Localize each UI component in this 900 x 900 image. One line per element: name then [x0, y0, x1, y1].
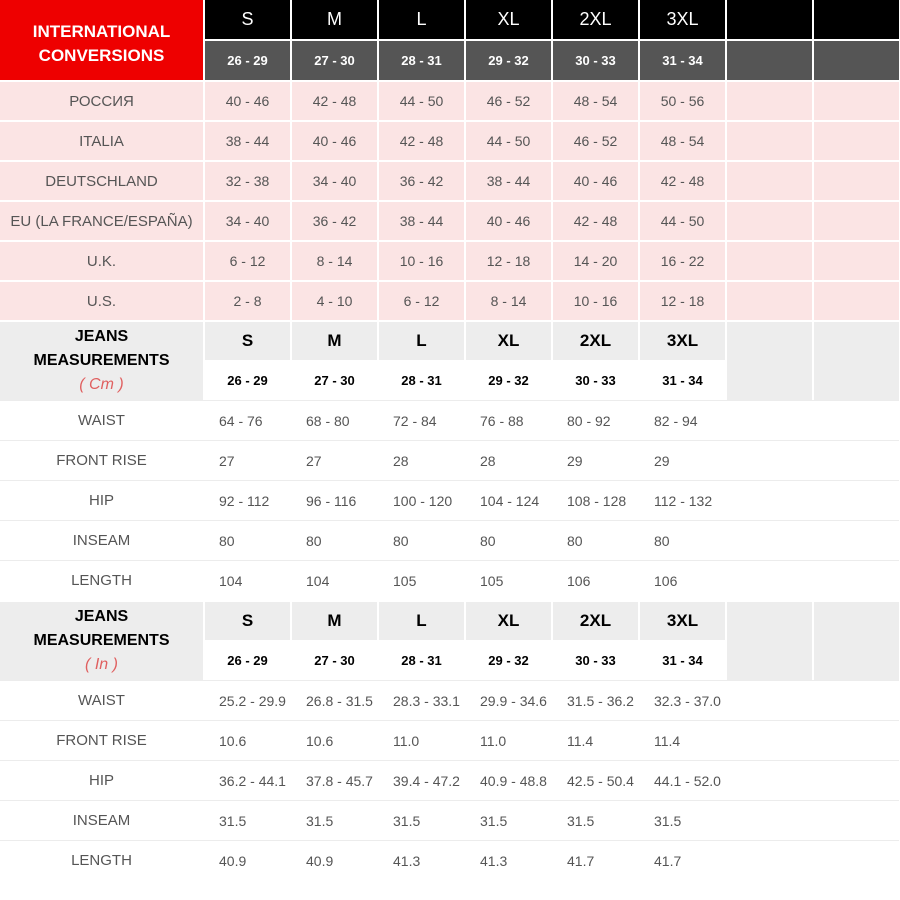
intl-cell: 2 - 8 [203, 280, 290, 320]
in-row-label: FRONT RISE [0, 720, 203, 760]
intl-cell [725, 80, 812, 120]
in-cell: 42.5 - 50.4 [551, 760, 638, 800]
intl-cell: 40 - 46 [551, 160, 638, 200]
cm-range-2: 28 - 31 [377, 360, 464, 400]
jeans-cm-size-row [203, 320, 899, 360]
in-range-4: 30 - 33 [551, 640, 638, 680]
intl-row-label: EU (LA FRANCE/ESPAÑA) [0, 200, 203, 240]
intl-row [0, 240, 900, 280]
in-size-5: 3XL [638, 600, 725, 640]
cm-range-1: 27 - 30 [290, 360, 377, 400]
in-size-0: S [203, 600, 290, 640]
in-cell [725, 680, 812, 720]
intl-cell: 48 - 54 [551, 80, 638, 120]
intl-row [0, 120, 900, 160]
jeans-in-title-line1: JEANS [74, 608, 129, 625]
intl-cell: 16 - 22 [638, 240, 725, 280]
intl-cell: 40 - 46 [464, 200, 551, 240]
in-cell: 26.8 - 31.5 [290, 680, 377, 720]
in-cell: 11.0 [377, 720, 464, 760]
in-cell: 10.6 [203, 720, 290, 760]
intl-cell: 46 - 52 [464, 80, 551, 120]
cm-range-0: 26 - 29 [203, 360, 290, 400]
cm-cell: 100 - 120 [377, 480, 464, 520]
cm-cell: 106 [551, 560, 638, 600]
cm-range-7 [812, 360, 899, 400]
cm-cell: 108 - 128 [551, 480, 638, 520]
intl-row-label: ITALIA [0, 120, 203, 160]
cm-cell: 80 [464, 520, 551, 560]
jeans-cm-title [0, 320, 203, 400]
in-cell: 11.4 [638, 720, 725, 760]
in-range-0: 26 - 29 [203, 640, 290, 680]
intl-size-6 [725, 0, 812, 39]
in-size-4: 2XL [551, 600, 638, 640]
intl-range-3: 29 - 32 [464, 39, 551, 80]
in-cell: 40.9 [203, 840, 290, 880]
intl-cell: 4 - 10 [290, 280, 377, 320]
intl-row-label: DEUTSCHLAND [0, 160, 203, 200]
in-cell: 31.5 [464, 800, 551, 840]
cm-size-3: XL [464, 320, 551, 360]
cm-cell: 92 - 112 [203, 480, 290, 520]
intl-range-4: 30 - 33 [551, 39, 638, 80]
in-size-1: M [290, 600, 377, 640]
intl-cell: 48 - 54 [638, 120, 725, 160]
in-cell [812, 840, 899, 880]
intl-cell: 38 - 44 [464, 160, 551, 200]
in-range-2: 28 - 31 [377, 640, 464, 680]
in-cell [812, 800, 899, 840]
intl-range-1: 27 - 30 [290, 39, 377, 80]
cm-row-label: LENGTH [0, 560, 203, 600]
cm-cell: 68 - 80 [290, 400, 377, 440]
jeans-cm-range-row [203, 360, 899, 400]
in-cell: 44.1 - 52.0 [638, 760, 725, 800]
cm-cell: 80 [638, 520, 725, 560]
in-cell: 41.7 [638, 840, 725, 880]
cm-row [0, 560, 900, 600]
intl-cell: 12 - 18 [464, 240, 551, 280]
jeans-in-title-line2: MEASUREMENTS [33, 632, 170, 649]
intl-title-line2: CONVERSIONS [38, 46, 165, 65]
in-cell: 11.4 [551, 720, 638, 760]
cm-row [0, 480, 900, 520]
intl-row [0, 80, 900, 120]
in-cell: 32.3 - 37.0 [638, 680, 725, 720]
intl-range-7 [812, 39, 899, 80]
intl-title [0, 0, 203, 88]
intl-range-5: 31 - 34 [638, 39, 725, 80]
intl-cell: 32 - 38 [203, 160, 290, 200]
in-cell: 40.9 [290, 840, 377, 880]
cm-size-2: L [377, 320, 464, 360]
intl-size-1: M [290, 0, 377, 39]
in-cell [812, 680, 899, 720]
cm-cell: 80 [290, 520, 377, 560]
intl-cell: 44 - 50 [464, 120, 551, 160]
jeans-in-title [0, 600, 203, 680]
intl-cell: 34 - 40 [290, 160, 377, 200]
cm-row [0, 400, 900, 440]
intl-row-label: U.K. [0, 240, 203, 280]
cm-cell: 80 - 92 [551, 400, 638, 440]
intl-cell: 36 - 42 [377, 160, 464, 200]
cm-row [0, 520, 900, 560]
cm-cell: 72 - 84 [377, 400, 464, 440]
cm-range-5: 31 - 34 [638, 360, 725, 400]
in-range-7 [812, 640, 899, 680]
intl-cell: 14 - 20 [551, 240, 638, 280]
in-cell: 41.7 [551, 840, 638, 880]
in-cell [812, 720, 899, 760]
in-cell: 25.2 - 29.9 [203, 680, 290, 720]
in-row-label: HIP [0, 760, 203, 800]
intl-range-2: 28 - 31 [377, 39, 464, 80]
intl-cell: 8 - 14 [464, 280, 551, 320]
intl-size-3: XL [464, 0, 551, 39]
in-range-5: 31 - 34 [638, 640, 725, 680]
intl-cell [725, 160, 812, 200]
intl-table-body [0, 80, 900, 320]
intl-row-label: РОССИЯ [0, 80, 203, 120]
in-cell: 37.8 - 45.7 [290, 760, 377, 800]
intl-cell: 12 - 18 [638, 280, 725, 320]
cm-cell [812, 520, 899, 560]
in-row [0, 760, 900, 800]
in-row [0, 840, 900, 880]
cm-cell: 80 [203, 520, 290, 560]
cm-cell: 28 [464, 440, 551, 480]
in-cell: 11.0 [464, 720, 551, 760]
cm-cell [812, 480, 899, 520]
in-cell: 31.5 [290, 800, 377, 840]
cm-cell: 28 [377, 440, 464, 480]
intl-cell: 8 - 14 [290, 240, 377, 280]
cm-size-6 [725, 320, 812, 360]
in-cell: 39.4 - 47.2 [377, 760, 464, 800]
cm-cell: 29 [551, 440, 638, 480]
intl-size-4: 2XL [551, 0, 638, 39]
cm-cell [812, 560, 899, 600]
in-cell: 36.2 - 44.1 [203, 760, 290, 800]
cm-cell [725, 480, 812, 520]
cm-cell: 76 - 88 [464, 400, 551, 440]
cm-cell: 29 [638, 440, 725, 480]
intl-cell [725, 120, 812, 160]
in-row-label: INSEAM [0, 800, 203, 840]
jeans-cm-header [0, 320, 900, 400]
intl-size-0: S [203, 0, 290, 39]
intl-cell: 38 - 44 [203, 120, 290, 160]
in-cell: 41.3 [464, 840, 551, 880]
intl-cell: 10 - 16 [377, 240, 464, 280]
intl-size-7 [812, 0, 899, 39]
in-size-7 [812, 600, 899, 640]
intl-cell [812, 80, 899, 120]
intl-range-6 [725, 39, 812, 80]
intl-row [0, 200, 900, 240]
cm-cell: 27 [290, 440, 377, 480]
in-row-label: WAIST [0, 680, 203, 720]
jeans-cm-unit: ( Cm ) [79, 376, 124, 393]
cm-cell: 80 [551, 520, 638, 560]
cm-row [0, 440, 900, 480]
intl-cell: 44 - 50 [638, 200, 725, 240]
intl-cell: 42 - 48 [377, 120, 464, 160]
intl-cell: 46 - 52 [551, 120, 638, 160]
intl-cell [812, 200, 899, 240]
cm-cell [725, 560, 812, 600]
in-cell [812, 760, 899, 800]
in-cell: 31.5 [203, 800, 290, 840]
cm-cell [725, 440, 812, 480]
intl-range-0: 26 - 29 [203, 39, 290, 80]
in-size-6 [725, 600, 812, 640]
intl-cell: 42 - 48 [638, 160, 725, 200]
in-cell [725, 800, 812, 840]
cm-cell [725, 400, 812, 440]
cm-range-3: 29 - 32 [464, 360, 551, 400]
in-row [0, 720, 900, 760]
cm-row-label: INSEAM [0, 520, 203, 560]
cm-cell [725, 520, 812, 560]
jeans-in-unit: ( In ) [85, 656, 118, 673]
in-cell: 29.9 - 34.6 [464, 680, 551, 720]
cm-row-label: FRONT RISE [0, 440, 203, 480]
intl-range-row [203, 39, 900, 80]
in-range-3: 29 - 32 [464, 640, 551, 680]
cm-size-0: S [203, 320, 290, 360]
intl-cell [725, 200, 812, 240]
intl-cell: 6 - 12 [203, 240, 290, 280]
in-cell [725, 760, 812, 800]
jeans-in-header [0, 600, 900, 680]
cm-size-4: 2XL [551, 320, 638, 360]
in-row [0, 800, 900, 840]
in-cell: 31.5 [377, 800, 464, 840]
intl-cell: 38 - 44 [377, 200, 464, 240]
cm-cell: 80 [377, 520, 464, 560]
in-range-6 [725, 640, 812, 680]
in-cell: 31.5 - 36.2 [551, 680, 638, 720]
intl-cell [725, 240, 812, 280]
intl-cell [812, 280, 899, 320]
intl-size-2: L [377, 0, 464, 39]
intl-cell: 42 - 48 [551, 200, 638, 240]
cm-cell: 106 [638, 560, 725, 600]
cm-cell: 104 - 124 [464, 480, 551, 520]
intl-row-label: U.S. [0, 280, 203, 320]
cm-size-5: 3XL [638, 320, 725, 360]
cm-size-7 [812, 320, 899, 360]
intl-cell: 34 - 40 [203, 200, 290, 240]
jeans-cm-title-line1: JEANS [74, 328, 129, 345]
intl-row [0, 160, 900, 200]
intl-row [0, 280, 900, 320]
jeans-cm-title-line2: MEASUREMENTS [33, 352, 170, 369]
cm-cell: 104 [203, 560, 290, 600]
intl-cell: 42 - 48 [290, 80, 377, 120]
intl-cell: 40 - 46 [290, 120, 377, 160]
in-cell: 31.5 [551, 800, 638, 840]
in-size-3: XL [464, 600, 551, 640]
jeans-in-body [0, 680, 900, 880]
in-row [0, 680, 900, 720]
jeans-in-size-row [203, 600, 899, 640]
cm-range-6 [725, 360, 812, 400]
intl-title-line1: INTERNATIONAL [32, 22, 171, 41]
in-row-label: LENGTH [0, 840, 203, 880]
cm-cell [812, 400, 899, 440]
intl-cell [812, 240, 899, 280]
cm-range-4: 30 - 33 [551, 360, 638, 400]
intl-cell [812, 120, 899, 160]
cm-size-1: M [290, 320, 377, 360]
in-range-1: 27 - 30 [290, 640, 377, 680]
in-cell [725, 840, 812, 880]
cm-cell: 64 - 76 [203, 400, 290, 440]
intl-size-row [203, 0, 900, 39]
intl-cell: 10 - 16 [551, 280, 638, 320]
jeans-cm-body [0, 400, 900, 600]
intl-cell: 50 - 56 [638, 80, 725, 120]
in-cell: 10.6 [290, 720, 377, 760]
jeans-in-range-row [203, 640, 899, 680]
intl-cell: 6 - 12 [377, 280, 464, 320]
in-cell: 31.5 [638, 800, 725, 840]
in-cell: 28.3 - 33.1 [377, 680, 464, 720]
cm-cell: 105 [377, 560, 464, 600]
intl-cell [812, 160, 899, 200]
cm-cell [812, 440, 899, 480]
intl-cell: 44 - 50 [377, 80, 464, 120]
cm-row-label: WAIST [0, 400, 203, 440]
cm-cell: 112 - 132 [638, 480, 725, 520]
in-cell: 41.3 [377, 840, 464, 880]
intl-cell: 36 - 42 [290, 200, 377, 240]
cm-row-label: HIP [0, 480, 203, 520]
in-cell [725, 720, 812, 760]
in-size-2: L [377, 600, 464, 640]
in-cell: 40.9 - 48.8 [464, 760, 551, 800]
cm-cell: 96 - 116 [290, 480, 377, 520]
intl-cell [725, 280, 812, 320]
cm-cell: 104 [290, 560, 377, 600]
intl-size-5: 3XL [638, 0, 725, 39]
cm-cell: 27 [203, 440, 290, 480]
cm-cell: 105 [464, 560, 551, 600]
cm-cell: 82 - 94 [638, 400, 725, 440]
intl-cell: 40 - 46 [203, 80, 290, 120]
